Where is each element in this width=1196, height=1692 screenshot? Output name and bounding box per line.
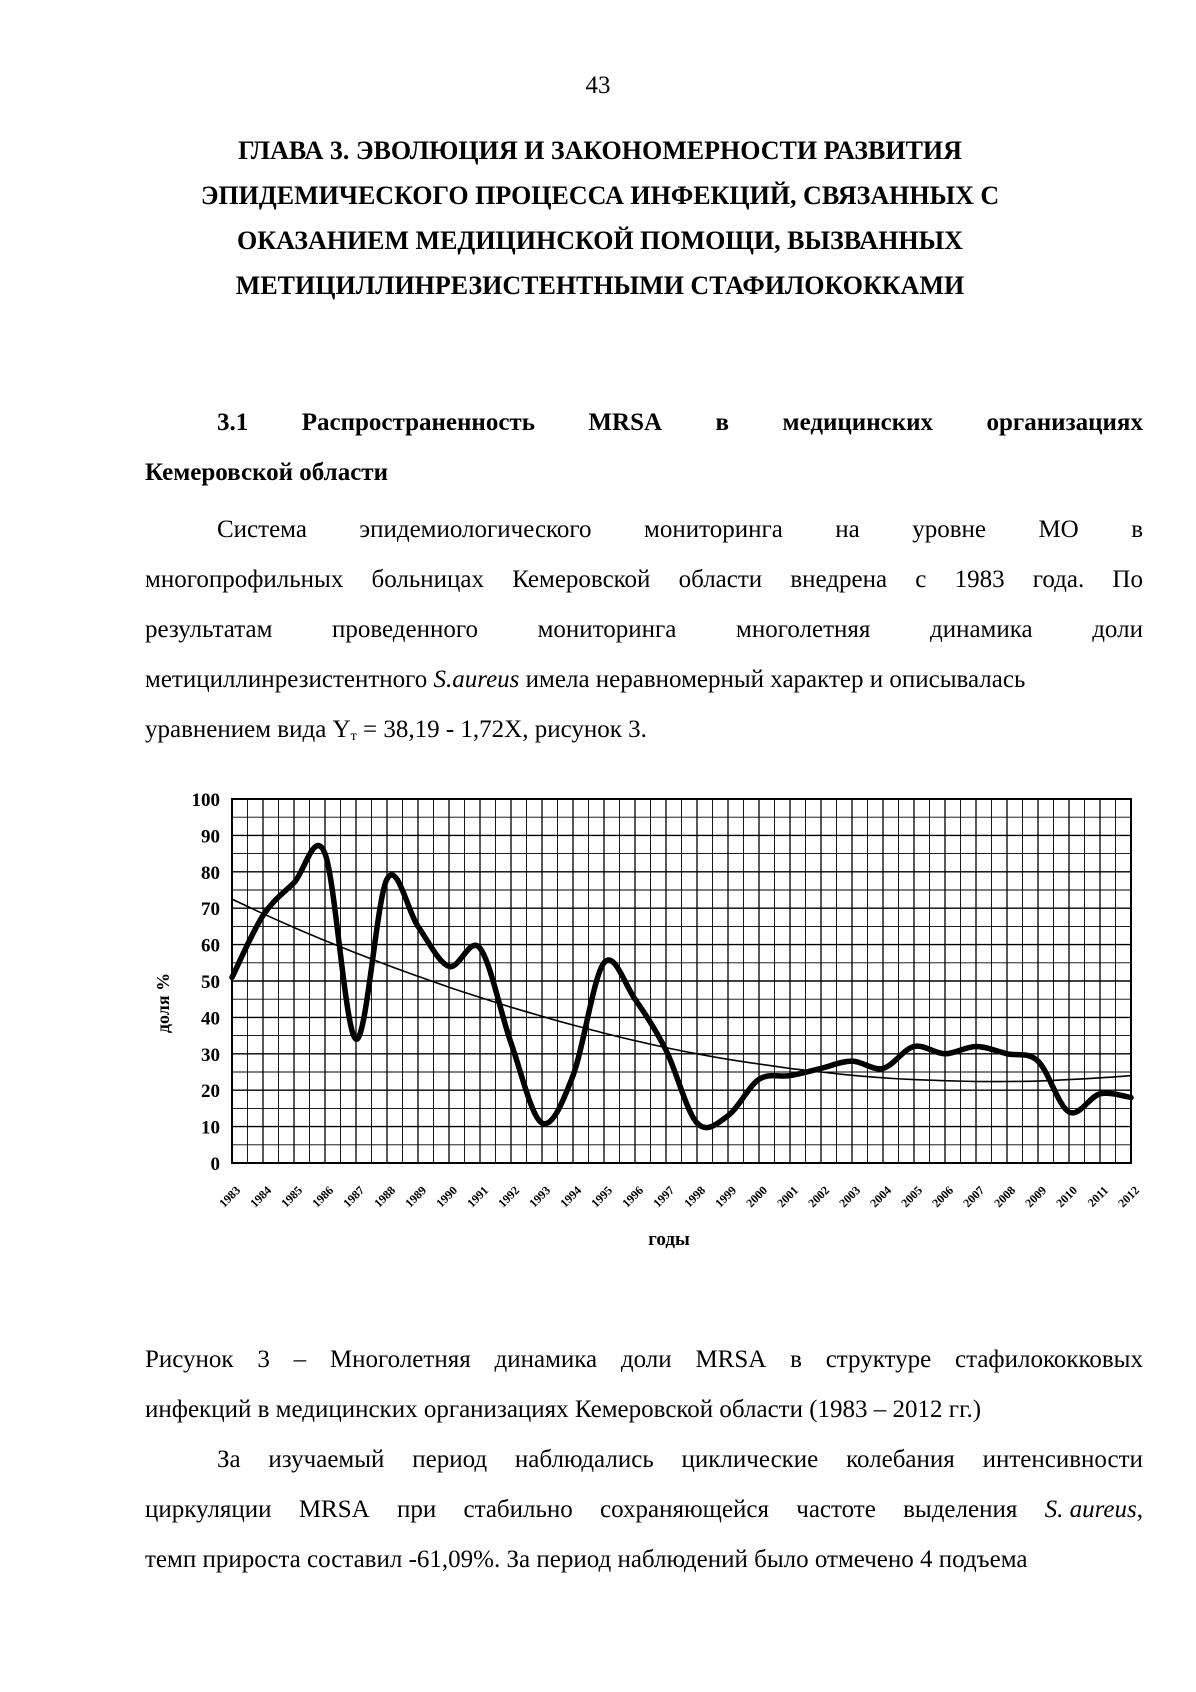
word: мониторинга	[644, 516, 783, 543]
word: наблюдались	[514, 1446, 654, 1473]
section-title-word: MRSA	[588, 409, 663, 436]
word: 1983	[954, 566, 1005, 593]
x-tick-label: 2001	[774, 1183, 802, 1211]
word: динамика	[494, 1346, 598, 1373]
word: частоте	[796, 1496, 876, 1523]
text-line	[145, 1435, 1143, 1485]
text-run: = 38,19 - 1,72X, рисунок 3.	[356, 716, 647, 743]
x-tick-label: 1999	[712, 1183, 740, 1211]
word: –	[293, 1346, 307, 1373]
word: структуре	[825, 1346, 932, 1373]
chapter-title-line: ЭПИДЕМИЧЕСКОГО ПРОЦЕССА ИНФЕКЦИЙ, СВЯЗАННЫХ С	[200, 181, 1000, 210]
y-tick-label: 10	[201, 1117, 220, 1139]
x-tick-label: 2010	[1053, 1183, 1081, 1211]
y-tick-label: 70	[201, 899, 220, 921]
x-tick-label: 2009	[1022, 1183, 1050, 1211]
word: доли	[620, 1346, 672, 1373]
word: с	[915, 566, 927, 593]
x-tick-label: 1993	[526, 1183, 554, 1211]
x-tick-label: 1985	[278, 1183, 306, 1211]
word: года.	[1032, 566, 1085, 593]
x-tick-label: 1989	[402, 1183, 430, 1211]
x-tick-label: 1998	[681, 1183, 709, 1211]
word: эпидемиологического	[359, 516, 592, 543]
word: больницах	[371, 566, 485, 593]
word: стафилококковых	[955, 1346, 1143, 1373]
word: За	[217, 1446, 241, 1473]
x-axis-label: годы	[648, 1229, 690, 1250]
y-axis-label: доля %	[153, 972, 173, 1034]
word: области	[678, 566, 763, 593]
paragraph-analysis	[145, 1435, 1143, 1585]
section-number: 3.1	[217, 409, 249, 436]
species-name: S. aureus	[1044, 1496, 1137, 1523]
y-tick-labels	[192, 790, 221, 1175]
y-tick-label: 40	[201, 1008, 220, 1030]
page-number: 43	[585, 72, 611, 99]
word: циклические	[681, 1446, 819, 1473]
x-tick-label: 2000	[743, 1183, 771, 1211]
section-title-word: организациях	[986, 409, 1143, 436]
y-tick-label: 90	[201, 826, 220, 848]
y-tick-label: 100	[191, 790, 220, 811]
word: Рисунок	[145, 1346, 234, 1373]
word: MRSA	[695, 1346, 767, 1373]
word: MRSA	[298, 1496, 370, 1523]
word: МО	[1038, 516, 1079, 543]
text-line: инфекций в медицинских организациях Кемеровской области (1983 – 2012 гг.)	[145, 1396, 982, 1423]
x-tick-label: 2002	[805, 1183, 833, 1211]
chart-grid	[232, 799, 1131, 1163]
chapter-title-line: МЕТИЦИЛЛИНРЕЗИСТЕНТНЫМИ СТАФИЛОКОККАМИ	[235, 271, 965, 300]
word: в	[790, 1346, 802, 1373]
x-tick-label: 1983	[216, 1183, 244, 1211]
text-run: уравнением вида Y	[145, 716, 351, 743]
word: сохраняющейся	[600, 1496, 769, 1523]
y-tick-label: 80	[201, 862, 220, 884]
word: проведенного	[332, 616, 479, 643]
word: уровне	[912, 516, 986, 543]
section-title-word: медицинских	[782, 409, 934, 436]
text-line: темп прироста составил -61,09%. За период наблюдений было отмечено 4 подъема	[145, 1546, 1028, 1573]
word: доли	[1092, 616, 1143, 643]
section-title-word: Распространенность	[301, 409, 535, 436]
word: 3	[257, 1346, 270, 1373]
x-tick-label: 1997	[650, 1183, 678, 1211]
word: стабильно	[463, 1496, 573, 1523]
figure-caption	[145, 1335, 1143, 1435]
y-tick-label: 0	[210, 1154, 220, 1175]
text-run: метициллинрезистентного	[145, 666, 434, 693]
y-tick-label: 60	[201, 935, 220, 957]
word: циркуляции	[145, 1496, 272, 1523]
word: Система	[217, 516, 307, 543]
x-tick-labels	[216, 1183, 1142, 1210]
word: изучаемый	[268, 1446, 385, 1473]
x-tick-label: 1990	[433, 1183, 461, 1211]
x-tick-label: 1991	[464, 1183, 492, 1211]
section-title-word: в	[715, 409, 730, 436]
chapter-title-line: ОКАЗАНИЕМ МЕДИЦИНСКОЙ ПОМОЩИ, ВЫЗВАННЫХ	[237, 226, 963, 255]
x-tick-label: 1987	[340, 1183, 368, 1211]
text-line	[145, 1485, 1143, 1535]
word: многопрофильных	[145, 566, 344, 593]
word: внедрена	[790, 566, 888, 593]
word: период	[412, 1446, 488, 1473]
word: Многолетняя	[329, 1346, 471, 1373]
y-tick-label: 20	[201, 1081, 220, 1103]
subscript: т	[350, 729, 357, 744]
x-tick-label: 2004	[867, 1183, 895, 1211]
x-tick-label: 2003	[836, 1183, 864, 1211]
word: в	[1131, 516, 1143, 543]
x-tick-label: 2007	[960, 1183, 988, 1211]
x-tick-label: 1995	[588, 1183, 616, 1211]
section-title-continuation: Кемеровской области	[145, 459, 388, 486]
word: при	[396, 1496, 437, 1523]
x-tick-label: 1994	[557, 1183, 585, 1211]
text-run: имела неравномерный характер и описывалась	[519, 666, 1026, 693]
punctuation: ,	[1136, 1496, 1143, 1523]
word: многолетняя	[736, 616, 871, 643]
word: выделения	[903, 1496, 1018, 1523]
x-tick-label: 1996	[619, 1183, 647, 1211]
text-line	[145, 1335, 1143, 1385]
y-tick-label: 30	[201, 1044, 220, 1066]
word: результатам	[145, 616, 273, 643]
word: на	[835, 516, 860, 543]
x-tick-label: 2006	[929, 1183, 957, 1211]
x-tick-label: 2012	[1115, 1183, 1143, 1211]
species-name: S.aureus	[433, 666, 520, 693]
chapter-title-line: ГЛАВА 3. ЭВОЛЮЦИЯ И ЗАКОНОМЕРНОСТИ РАЗВИТИЯ	[238, 136, 962, 165]
x-tick-label: 1988	[371, 1183, 399, 1211]
x-tick-label: 2008	[991, 1183, 1019, 1211]
x-tick-label: 1986	[309, 1183, 337, 1211]
word: динамика	[929, 616, 1033, 643]
word: Кемеровской	[512, 566, 651, 593]
y-tick-label: 50	[201, 972, 220, 993]
x-tick-label: 1984	[247, 1183, 275, 1211]
x-tick-label: 2011	[1084, 1183, 1112, 1210]
word: мониторинга	[537, 616, 677, 643]
word: По	[1112, 566, 1143, 593]
word: интенсивности	[982, 1446, 1143, 1473]
word-group	[1045, 1485, 1143, 1535]
x-tick-label: 1992	[495, 1183, 523, 1211]
x-tick-label: 2005	[898, 1183, 926, 1211]
word: колебания	[846, 1446, 955, 1473]
